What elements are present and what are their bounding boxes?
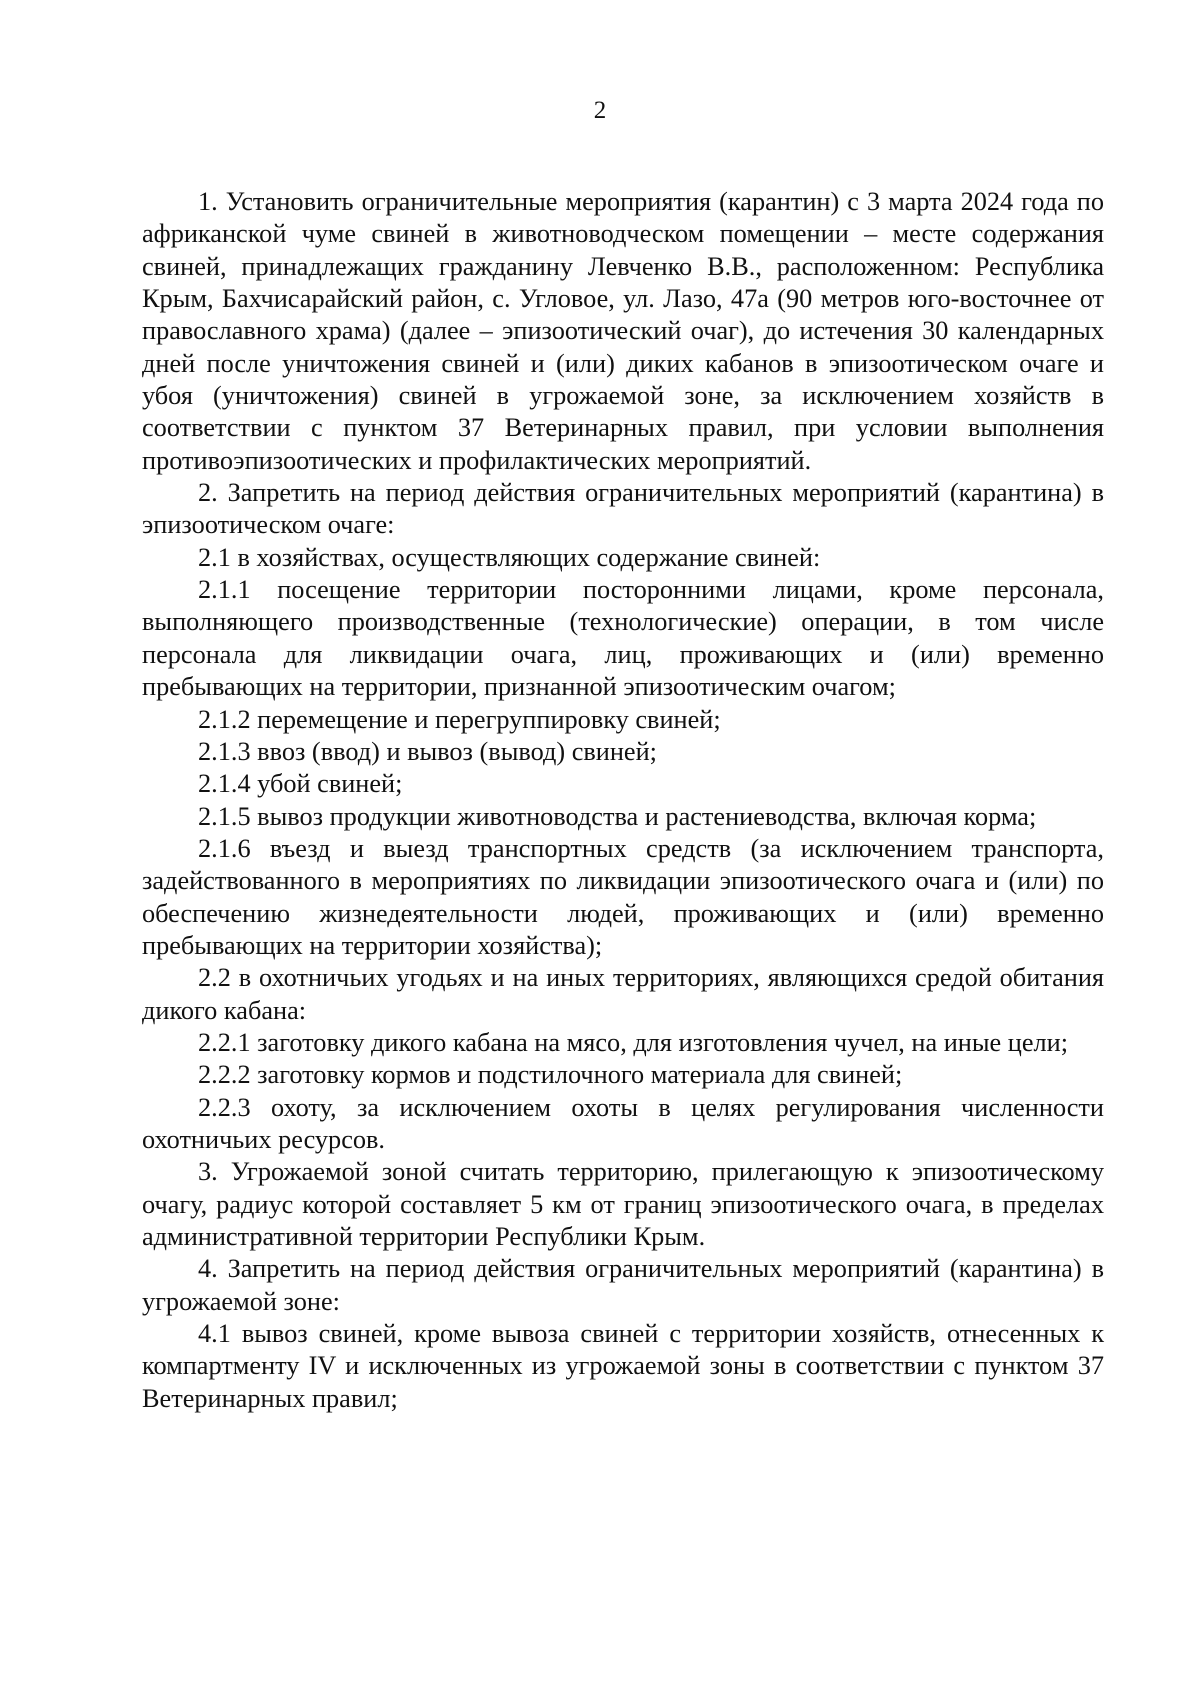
paragraph-2-1-1-visits: 2.1.1 посещение территории посторонними лицами, кроме персонала, выполняющего производственные (технологические) операции, в том числе персонала для ликвидации очага, лиц, проживающих и (или) временно пребывающих на территории, признанной эпизоотическим очагом; [142, 575, 1104, 702]
paragraph-2-2-1-boar-harvest: 2.2.1 заготовку дикого кабана на мясо, для изготовления чучел, на иные цели; [198, 1027, 1069, 1057]
paragraph-2-1-6-vehicles: 2.1.6 въезд и выезд транспортных средств (за исключением транспорта, задействованного в мероприятиях по ликвидации эпизоотического очага и (или) по обеспечению жизнедеятельности людей, проживающих и (или) временно пребывающих на территории хозяйства); [142, 833, 1104, 960]
paragraph-1-quarantine: 1. Установить ограничительные мероприятия (карантин) с 3 марта 2024 года по африканской чуме свиней в животноводческом помещении – месте содержания свиней, принадлежащих гражданину Левченко В.В., расположенном: Республика Крым, Бахчисарайский район, с. Угловое, ул. Лазо, 47а (90 метров юго-восточнее от православного храма) (далее – эпизоотический очаг), до истечения 30 календарных дней после уничтожения свиней и (или) диких кабанов в эпизоотическом очаге и убоя (уничтожения) свиней в угрожаемой зоне, за исключением хозяйств в соответствии с пунктом 37 Ветеринарных правил, при условии выполнения противоэпизоотических и профилактических мероприятий. [142, 187, 1104, 475]
paragraph-4-prohibitions-zone: 4. Запретить на период действия ограничительных мероприятий (карантина) в угрожаемой зоне: [142, 1254, 1104, 1316]
document-body [142, 186, 1104, 1415]
paragraph-3-threatened-zone: 3. Угрожаемой зоной считать территорию, прилегающую к эпизоотическому очагу, радиус которой составляет 5 км от границ эпизоотического очага, в пределах административной территории Республики Крым. [142, 1157, 1104, 1251]
paragraph-2-1-3-import-export: 2.1.3 ввоз (ввод) и вывоз (вывод) свиней; [198, 736, 657, 766]
paragraph-2-2-hunting-grounds: 2.2 в охотничьих угодьях и на иных территориях, являющихся средой обитания дикого кабана: [142, 963, 1104, 1025]
paragraph-2-1-2-movement: 2.1.2 перемещение и перегруппировку свиней; [198, 704, 721, 734]
paragraph-2-1-4-slaughter: 2.1.4 убой свиней; [198, 769, 403, 799]
paragraph-2-2-3-hunting: 2.2.3 охоту, за исключением охоты в целях регулирования численности охотничьих ресурсов. [142, 1092, 1104, 1154]
page-number: 2 [593, 97, 607, 124]
paragraph-2-1-farms: 2.1 в хозяйствах, осуществляющих содержание свиней: [198, 542, 821, 572]
paragraph-2-1-5-products: 2.1.5 вывоз продукции животноводства и растениеводства, включая корма; [198, 801, 1037, 831]
paragraph-2-2-2-feed: 2.2.2 заготовку кормов и подстилочного материала для свиней; [198, 1060, 903, 1090]
paragraph-2-prohibitions-outbreak: 2. Запретить на период действия ограничительных мероприятий (карантина) в эпизоотическом очаге: [142, 478, 1104, 540]
paragraph-4-1-pig-export: 4.1 вывоз свиней, кроме вывоза свиней с территории хозяйств, отнесенных к компартменту IV и исключенных из угрожаемой зоны в соответствии с пунктом 37 Ветеринарных правил; [142, 1319, 1104, 1413]
